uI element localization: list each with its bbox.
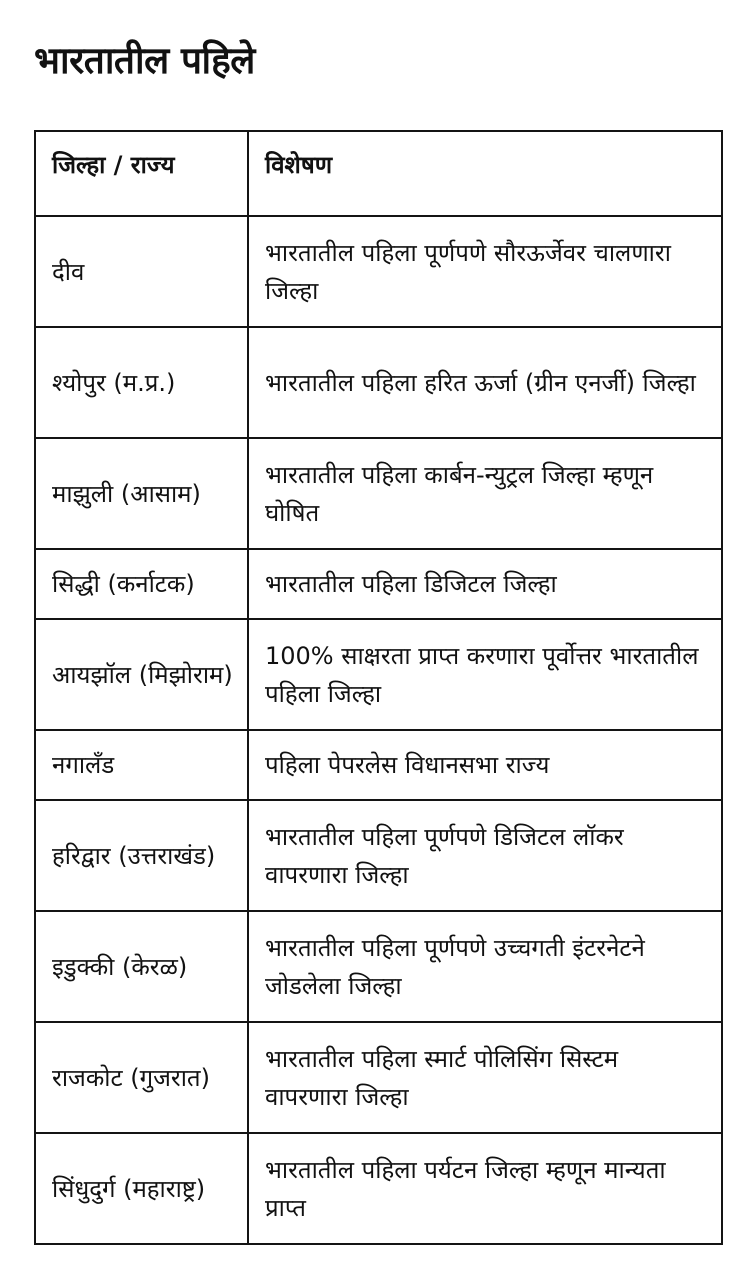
feature-cell: भारतातील पहिला हरित ऊर्जा (ग्रीन एनर्जी) जिल्हा: [248, 327, 722, 438]
district-cell: आयझॉल (मिझोराम): [35, 619, 248, 730]
district-cell: इडुक्की (केरळ): [35, 911, 248, 1022]
district-cell: सिद्धी (कर्नाटक): [35, 549, 248, 619]
feature-cell: भारतातील पहिला स्मार्ट पोलिसिंग सिस्टम वापरणारा जिल्हा: [248, 1022, 722, 1133]
table-row: [35, 438, 722, 549]
table-row: [35, 619, 722, 730]
feature-cell: भारतातील पहिला पूर्णपणे सौरऊर्जेवर चालणारा जिल्हा: [248, 216, 722, 327]
table-body: [35, 216, 722, 1244]
page-title: भारतातील पहिले: [34, 39, 255, 82]
feature-cell: पहिला पेपरलेस विधानसभा राज्य: [248, 730, 722, 800]
table-row: [35, 730, 722, 800]
district-cell: सिंधुदुर्ग (महाराष्ट्र): [35, 1133, 248, 1244]
district-cell: नगालँड: [35, 730, 248, 800]
table-row: [35, 800, 722, 911]
district-cell: माझुली (आसाम): [35, 438, 248, 549]
table-row: [35, 1133, 722, 1244]
table-row: [35, 1022, 722, 1133]
header-district: जिल्हा / राज्य: [35, 131, 248, 216]
table-row: [35, 327, 722, 438]
district-cell: दीव: [35, 216, 248, 327]
feature-cell: भारतातील पहिला पर्यटन जिल्हा म्हणून मान्यता प्राप्त: [248, 1133, 722, 1244]
table-row: [35, 911, 722, 1022]
table-row: [35, 216, 722, 327]
firsts-table: [34, 130, 723, 1245]
feature-cell: भारतातील पहिला डिजिटल जिल्हा: [248, 549, 722, 619]
feature-cell: भारतातील पहिला पूर्णपणे उच्चगती इंटरनेटने जोडलेला जिल्हा: [248, 911, 722, 1022]
feature-cell: भारतातील पहिला पूर्णपणे डिजिटल लॉकर वापरणारा जिल्हा: [248, 800, 722, 911]
district-cell: श्योपुर (म.प्र.): [35, 327, 248, 438]
table-row: [35, 549, 722, 619]
feature-cell: भारतातील पहिला कार्बन-न्युट्रल जिल्हा म्हणून घोषित: [248, 438, 722, 549]
table-header-row: [35, 131, 722, 216]
feature-cell: 100% साक्षरता प्राप्त करणारा पूर्वोत्तर भारतातील पहिला जिल्हा: [248, 619, 722, 730]
header-feature: विशेषण: [248, 131, 722, 216]
district-cell: हरिद्वार (उत्तराखंड): [35, 800, 248, 911]
district-cell: राजकोट (गुजरात): [35, 1022, 248, 1133]
